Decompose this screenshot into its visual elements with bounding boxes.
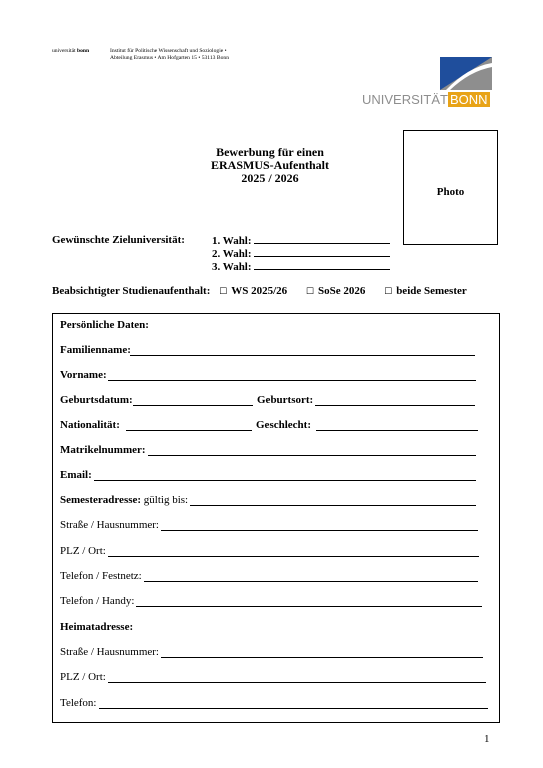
- geschlecht-label: Geschlecht:: [256, 419, 311, 431]
- gueltig-bis-label: gültig bis:: [141, 494, 189, 506]
- geburtsdatum-field[interactable]: [133, 394, 253, 406]
- title-line-3: 2025 / 2026: [241, 171, 299, 185]
- geschlecht-field[interactable]: [316, 419, 478, 431]
- choice-3: [212, 260, 390, 273]
- handy-field[interactable]: [136, 595, 482, 607]
- matrikelnummer-label: Matrikelnummer:: [60, 444, 146, 456]
- row-plz-1: [60, 545, 480, 557]
- handy-label: Telefon / Handy:: [60, 595, 135, 607]
- row-vorname: [60, 369, 480, 381]
- gueltig-bis-field[interactable]: [190, 494, 476, 506]
- photo-label: Photo: [436, 186, 465, 198]
- row-telefon: [60, 697, 490, 709]
- plz-2-label: PLZ / Ort:: [60, 671, 106, 683]
- row-matrikel: [60, 444, 480, 456]
- title-line-2: ERASMUS-Aufenthalt: [210, 158, 329, 172]
- strasse-2-label: Straße / Hausnummer:: [60, 646, 159, 658]
- checkbox-icon[interactable]: ☐: [305, 287, 314, 297]
- option-ws[interactable]: [219, 285, 287, 297]
- festnetz-label: Telefon / Festnetz:: [60, 570, 142, 582]
- checkbox-icon[interactable]: ☐: [219, 287, 228, 297]
- geburtsort-field[interactable]: [315, 394, 475, 406]
- form-title: [150, 146, 390, 185]
- study-stay-label: Beabsichtigter Studienaufenthalt:: [52, 285, 211, 297]
- section-home-heading: Heimatadresse:: [60, 621, 134, 633]
- university-logo: [440, 57, 492, 90]
- row-strasse-1: [60, 519, 480, 531]
- photo-box[interactable]: [403, 130, 498, 245]
- matrikelnummer-field[interactable]: [148, 444, 476, 456]
- institute-address: [110, 48, 229, 62]
- univ-bold: bonn: [77, 48, 90, 54]
- option-both-label: beide Semester: [396, 285, 467, 297]
- logo-text-right: BONN: [449, 92, 488, 107]
- plz-1-field[interactable]: [108, 545, 479, 557]
- option-sose[interactable]: [306, 285, 365, 297]
- institute-line-2: Abteilung Erasmus • Am Hofgarten 15 • 53113 Bonn: [110, 55, 229, 61]
- checkbox-icon[interactable]: ☐: [384, 287, 393, 297]
- logo-mark-icon: [440, 57, 492, 90]
- email-field[interactable]: [94, 469, 476, 481]
- row-handy: [60, 595, 485, 607]
- familienname-field[interactable]: [130, 344, 475, 356]
- univ-prefix: universität: [52, 48, 78, 54]
- strasse-1-field[interactable]: [161, 519, 478, 531]
- university-small-name: [52, 48, 89, 55]
- row-geburt: [60, 394, 480, 406]
- row-nationalitaet: [60, 419, 480, 431]
- choice-1-field[interactable]: [254, 234, 390, 244]
- option-both[interactable]: [384, 285, 467, 297]
- strasse-2-field[interactable]: [161, 646, 483, 658]
- vorname-field[interactable]: [108, 369, 476, 381]
- row-email: [60, 469, 480, 481]
- choice-3-label: 3. Wahl:: [212, 261, 252, 273]
- vorname-label: Vorname:: [60, 369, 107, 381]
- telefon-label: Telefon:: [60, 697, 97, 709]
- choice-2-field[interactable]: [254, 247, 390, 257]
- target-university-label: Gewünschte Zieluniversität:: [52, 234, 185, 246]
- choice-2: [212, 247, 390, 260]
- institute-line-1: Institut für Politische Wissenschaft und Soziologie •: [110, 48, 227, 54]
- section-personal-heading: Persönliche Daten:: [60, 319, 149, 331]
- plz-1-label: PLZ / Ort:: [60, 545, 106, 557]
- choice-1-label: 1. Wahl:: [212, 235, 252, 247]
- semesteradresse-label: Semesteradresse:: [60, 494, 142, 506]
- logo-wordmark: [362, 92, 490, 107]
- telefon-field[interactable]: [99, 697, 488, 709]
- logo-text-left: UNIVERSITÄT: [362, 92, 448, 107]
- nationalitaet-field[interactable]: [126, 419, 252, 431]
- row-festnetz: [60, 570, 480, 582]
- row-plz-2: [60, 671, 488, 683]
- row-semesteradresse: [60, 494, 480, 506]
- festnetz-field[interactable]: [144, 570, 478, 582]
- geburtsdatum-label: Geburtsdatum:: [60, 394, 133, 406]
- option-sose-label: SoSe 2026: [317, 285, 366, 297]
- row-strasse-2: [60, 646, 485, 658]
- strasse-1-label: Straße / Hausnummer:: [60, 519, 159, 531]
- option-ws-label: WS 2025/26: [231, 285, 288, 297]
- nationalitaet-label: Nationalität:: [60, 419, 120, 431]
- choice-1: [212, 234, 390, 247]
- study-stay-row: [52, 285, 467, 297]
- choice-2-label: 2. Wahl:: [212, 248, 252, 260]
- page-number: 1: [484, 733, 490, 745]
- plz-2-field[interactable]: [108, 671, 486, 683]
- choice-3-field[interactable]: [254, 260, 390, 270]
- email-label: Email:: [60, 469, 92, 481]
- geburtsort-label: Geburtsort:: [257, 394, 314, 406]
- title-line-1: Bewerbung für einen: [216, 145, 324, 159]
- familienname-label: Familienname:: [60, 344, 131, 356]
- row-familienname: [60, 344, 480, 356]
